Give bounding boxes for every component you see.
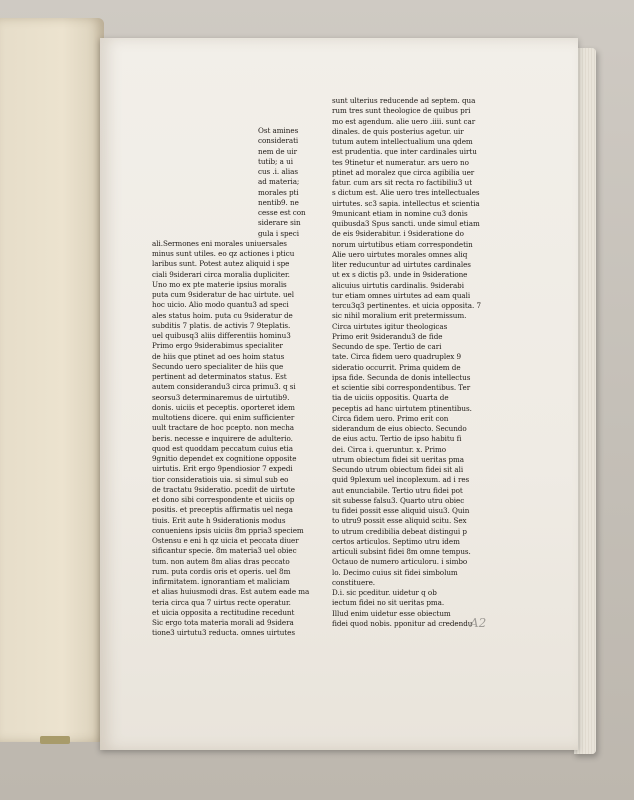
text-line: tu fidei possit esse aliquid uisu3. Quin: [332, 506, 470, 515]
text-line: siderare sin: [258, 218, 301, 228]
text-line: lo. Decimo cuius sit fidei simbolum: [332, 567, 458, 577]
text-line: rum tres sunt theologice de quibus pri: [332, 106, 471, 116]
text-line: considerati: [258, 136, 299, 146]
text-line: iectum fidei no sit ueritas pma.: [332, 598, 445, 608]
text-line: 9gnitio dependet ex cognitione opposite: [152, 454, 297, 463]
text-line: puta cum 9sideratur de hac uirtute. uel: [152, 290, 295, 299]
text-line: et scientie sibi correspondentibus. Ter: [332, 383, 471, 392]
text-line: tum. non autem 8m alias dras peccato: [152, 556, 290, 566]
text-line: hoc uicio. Alio modo quantu3 ad speci: [152, 300, 289, 310]
text-line: dei. Circa i. queruntur. x. Primo: [332, 444, 447, 454]
text-line: Secundo uero specialiter de hiis que: [152, 361, 284, 371]
text-line: quid 9plexum uel incoplexum. ad i res: [332, 475, 470, 485]
text-line: tutib; a ui: [258, 156, 293, 166]
text-line: et dono sibi correspondente et uiciis op: [152, 495, 295, 504]
text-line: uirtutes. sc3 sapia. intellectus et scientia: [332, 198, 480, 208]
text-line: rum. puta cordis oris et operis. uel 8m: [152, 566, 291, 576]
text-line: constituere.: [332, 577, 376, 587]
spine-label: [40, 736, 70, 744]
text-line: Uno mo ex pte materie ipsius moralis: [152, 279, 287, 289]
initial-indented-block: [152, 126, 312, 239]
text-line: ali.Sermones eni morales uniuersales: [152, 238, 287, 248]
text-line: norum uirtutibus etiam correspondetin: [332, 239, 473, 249]
text-line: s dictum est. Alie uero tres intellectuales: [332, 188, 480, 198]
text-line: Illud enim uidetur esse obiectum: [332, 608, 451, 618]
text-line: utrum obiectum fidei sit ueritas pma: [332, 454, 465, 464]
text-line: to utru9 possit esse aliquid scitu. Sex: [332, 516, 467, 526]
text-line: multotiens dicere. qui enim sufficienter: [152, 413, 295, 422]
text-line: articuli subsint fidei 8m omne tempus.: [332, 547, 471, 556]
text-line: minus sunt utiles. eo qz actiones i pticu: [152, 249, 295, 258]
text-line: sificantur specie. 8m materia3 uel obiec: [152, 546, 297, 556]
book-page: [100, 38, 578, 750]
text-line: fatur. cum ars sit recta ro factibiliu3 ut: [332, 178, 473, 187]
text-line: beris. necesse e inquirere de adulterio.: [152, 433, 293, 443]
text-line: tes 9tinetur et numeratur. ars uero no: [332, 157, 469, 167]
text-line: Circa fidem uero. Primo erit con: [332, 413, 449, 423]
text-line: Secundo utrum obiectum fidei sit ali: [332, 465, 464, 474]
text-line: quod est quoddam peccatum cuius etia: [152, 443, 293, 453]
right-text-column: [332, 96, 500, 629]
text-line: ad materia;: [258, 177, 300, 187]
left-body-text: [152, 239, 312, 639]
text-line: conueniens ipsis uiciis 8m ppria3 speciem: [152, 525, 304, 535]
text-line: ptinet ad moralez que circa agibilia uer: [332, 167, 475, 177]
text-line: subditis 7 platis. de activis 7 9teplatis.: [152, 320, 291, 330]
text-line: Primo ergo 9siderabimus specialiter: [152, 341, 283, 351]
text-line: Sic ergo tota materia morali ad 9sidera: [152, 618, 294, 627]
text-line: tiuis. Erit aute h 9siderationis modus: [152, 515, 286, 525]
text-line: de hiis que ptinet ad oes hoim status: [152, 351, 285, 361]
text-line: D.i. sic pceditur. uidetur q ob: [332, 588, 437, 597]
text-line: sic nihil moralium erit pretermissum.: [332, 311, 467, 321]
text-line: ales status hoim. puta cu 9sideratur de: [152, 310, 293, 320]
text-line: Ostensu e eni h qz uicia et peccata diuer: [152, 536, 299, 545]
text-line: teria circa qua 7 uirtus recte operatur.: [152, 597, 291, 607]
text-line: ciali 9siderari circa moralia dupliciter.: [152, 269, 290, 279]
text-line: nentib9. ne: [258, 197, 299, 207]
text-line: et alias huiusmodi dras. Est autem eade ma: [152, 587, 310, 597]
text-line: cus .i. alias: [258, 167, 298, 176]
text-line: autem considerandu3 circa primu3. q si: [152, 382, 296, 392]
text-line: sideratio occurrit. Prima quidem de: [332, 362, 461, 372]
text-line: Octauo de numero articuloru. i simbo: [332, 557, 468, 567]
text-line: Ost amines: [258, 126, 299, 135]
text-line: alicuius uirtutis cardinalis. 9siderabi: [332, 280, 464, 290]
text-line: pertinent ad determinatos status. Est: [152, 372, 287, 381]
text-line: ut ex s dictis p3. unde in 9sideratione: [332, 270, 468, 280]
text-line: siderandum de eius obiecto. Secundo: [332, 424, 467, 433]
text-line: tate. Circa fidem uero quadruplex 9: [332, 352, 462, 362]
text-line: Secundo de spe. Tertio de cari: [332, 342, 442, 351]
text-line: certos articulos. Septimo utru idem: [332, 536, 460, 546]
text-line: Alie uero uirtutes morales omnes aliq: [332, 249, 468, 259]
text-line: laribus sunt. Potest autez aliquid i spe: [152, 259, 290, 269]
text-line: sit subesse falsu3. Quarto utru obiec: [332, 495, 465, 505]
text-line: uel quibusq3 aliis differentiis hominu3: [152, 331, 291, 340]
text-line: uirtutis. Erit ergo 9pendiosior 7 expedi: [152, 464, 293, 474]
text-line: positis. et preceptis affirmatis uel nega: [152, 505, 293, 515]
text-line: et uicia opposita a rectitudine recedunt: [152, 607, 295, 617]
text-line: quibusda3 Spus sancti. unde simul etiam: [332, 219, 480, 228]
text-line: to utrum credibilia debeat distingui p: [332, 526, 467, 536]
text-line: nem de uir: [258, 146, 297, 156]
text-line: est prudentia. que inter cardinales uirtu: [332, 147, 477, 157]
book-cover-board: [0, 18, 104, 742]
text-line: de eius actu. Tertio de ipso habitu fi: [332, 434, 462, 444]
text-line: dinales. de quis posterius agetur. uir: [332, 126, 464, 136]
text-line: sunt ulterius reducende ad septem. qua: [332, 96, 476, 105]
text-line: tia de uiciis oppositis. Quarta de: [332, 393, 449, 403]
text-line: Circa uirtutes igitur theologicas: [332, 321, 448, 331]
text-line: infirmitatem. ignorantiam et maliciam: [152, 577, 290, 586]
text-line: cesse est con: [258, 208, 306, 217]
text-line: Primo erit 9siderandu3 de fide: [332, 331, 443, 341]
left-text-column: [152, 126, 312, 639]
text-line: tione3 uirtutu3 reducta. omnes uirtutes: [152, 628, 295, 638]
pencil-annotation: A2: [470, 616, 487, 630]
text-line: gula i speci: [258, 228, 299, 238]
text-line: de tractatu 9sideratio. pcedit de uirtute: [152, 484, 295, 494]
text-line: tercu3q3 pertinentes. et uicia opposita. 7: [332, 301, 481, 310]
text-line: uult tractare de hoc pcepto. non mecha: [152, 423, 295, 433]
text-line: tior consideratiois uia. si simul sub eo: [152, 474, 289, 484]
text-line: peceptis ad hanc uirtutem ptinentibus.: [332, 403, 472, 413]
text-line: de eis 9siderabitur. i 9sideratione do: [332, 229, 464, 239]
text-line: mo est agendum. alie uero .iiii. sunt car: [332, 116, 476, 126]
text-line: donis. uiciis et peceptis. oporteret idem: [152, 402, 295, 412]
text-line: ipsa fide. Secunda de donis intellectus: [332, 372, 471, 382]
text-line: liter reducuntur ad uirtutes cardinales: [332, 260, 471, 269]
text-line: 9municant etiam in nomine cu3 donis: [332, 208, 468, 218]
text-line: morales pti: [258, 187, 299, 197]
text-line: seorsu3 determinaremus de uirtutib9.: [152, 392, 290, 402]
text-line: tur etiam omnes uirtutes ad eam quali: [332, 290, 471, 300]
text-line: fidei quod nobis. pponitur ad credendu: [332, 618, 473, 628]
text-line: aut enunciabile. Tertio utru fidei pot: [332, 485, 463, 495]
text-line: tutum autem intellectualium una qdem: [332, 137, 473, 146]
